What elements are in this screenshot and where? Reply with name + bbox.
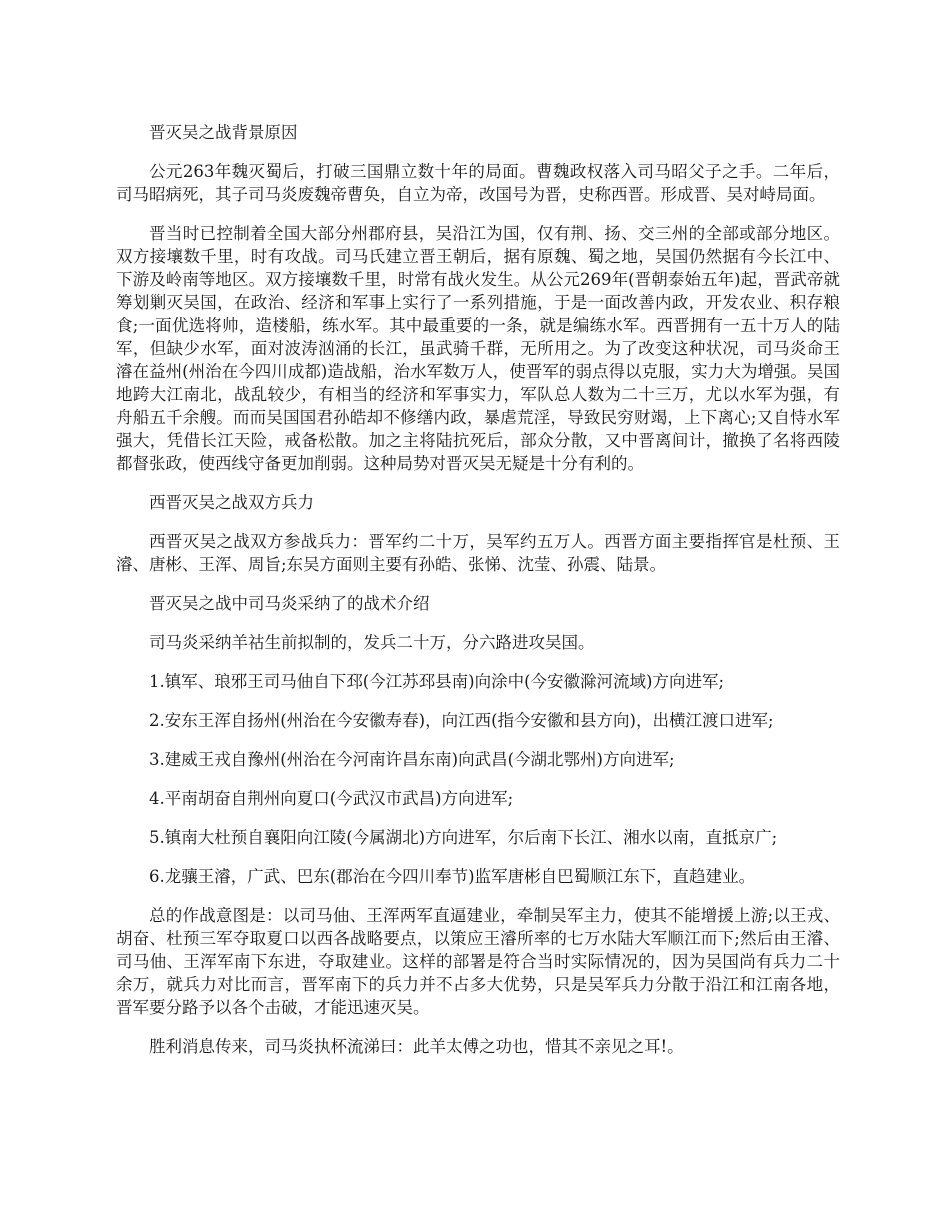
paragraph-tactics-intro: 司马炎采纳羊祜生前拟制的，发兵二十万，分六路进攻吴国。 — [149, 633, 595, 652]
list-item-route-4: 4.平南胡奋自荆州向夏口(今武汉市武昌)方向进军; — [149, 789, 514, 808]
paragraph-strategy: 总的作战意图是：以司马伷、王浑两军直逼建业，牵制吴军主力，使其不能增援上游;以王戎、胡奋、杜预三军夺取夏口以西各战略要点，以策应王濬所率的七万水陆大军顺江而下;然后由王濬、司马伷、王浑军南下东进，夺取建业。这样的部署是符合当时实际情况的，因为吴国尚有兵力二十余万，就兵力对比而言，晋军南下的兵力并不占多大优势，只是吴军兵力分散于沿江和江南各地，晋军要分路予以各个击破，才能迅速灭吴。 — [116, 906, 840, 1017]
section-heading-forces: 西晋灭吴之战双方兵力 — [149, 493, 314, 512]
list-item-route-6: 6.龙骧王濬，广武、巴东(郡治在今四川奉节)监军唐彬自巴蜀顺江东下，直趋建业。 — [149, 867, 756, 886]
list-item-route-5: 5.镇南大杜预自襄阳向江陵(今属湖北)方向进军，尔后南下长江、湘水以南，直抵京广; — [149, 828, 778, 847]
document-body — [116, 121, 840, 1074]
list-item-route-1: 1.镇军、琅邪王司马伷自下邳(今江苏邳县南)向涂中(今安徽滁河流域)方向进军; — [149, 672, 725, 691]
section-heading-tactics: 晋灭吴之战中司马炎采纳了的战术介绍 — [149, 594, 430, 613]
paragraph-forces: 西晋灭吴之战双方参战兵力：晋军约二十万，吴军约五万人。西晋方面主要指挥官是杜预、王濬、唐彬、王浑、周旨;东吴方面则主要有孙皓、张悌、沈莹、孙震、陆景。 — [116, 532, 840, 574]
paragraph-conclusion: 胜利消息传来，司马炎执杯流涕曰：此羊太傅之功也，惜其不亲见之耳!。 — [149, 1037, 684, 1056]
list-item-route-2: 2.安东王浑自扬州(州治在今安徽寿春)，向江西(指今安徽和县方向)，出横江渡口进军; — [149, 711, 774, 730]
paragraph-intro: 公元263年魏灭蜀后，打破三国鼎立数十年的局面。曹魏政权落入司马昭父子之手。二年后，司马昭病死，其子司马炎废魏帝曹奂，自立为帝，改国号为晋，史称西晋。形成晋、吴对峙局面。 — [116, 162, 840, 204]
paragraph-context: 晋当时已控制着全国大部分州郡府县，吴沿江为国，仅有荆、扬、交三州的全部或部分地区。双方接壤数千里，时有攻战。司马氏建立晋王朝后，据有原魏、蜀之地，吴国仍然据有今长江中、下游及岭南等地区。双方接壤数千里，时常有战火发生。从公元269年(晋朝泰始五年)起，晋武帝就筹划剿灭吴国，在政治、经济和军事上实行了一系列措施，于是一面改善内政，开发农业、积存粮食;一面优选将帅，造楼船，练水军。其中最重要的一条，就是编练水军。西晋拥有一五十万人的陆军，但缺少水军，面对波涛汹涌的长江，虽武骑千群，无所用之。为了改变这种状况，司马炎命王濬在益州(州治在今四川成都)造战船，治水军数万人，使晋军的弱点得以克服，实力大为增强。吴国地跨大江南北，战乱较少，有相当的经济和军事实力，军队总人数为二十三万，尤以水军为强，有舟船五千余艘。而而吴国国君孙皓却不修缮内政，暴虐荒淫，导致民穷财竭，上下离心;又自恃水军强大，凭借长江天险，戒备松散。加之主将陆抗死后，部众分散，又中晋离间计，撤换了名将西陵都督张政，使西线守备更加削弱。这种局势对晋灭吴无疑是十分有利的。 — [116, 224, 840, 473]
section-heading-background: 晋灭吴之战背景原因 — [149, 123, 298, 142]
list-item-route-3: 3.建威王戎自豫州(州治在今河南许昌东南)向武昌(今湖北鄂州)方向进军; — [149, 750, 675, 769]
